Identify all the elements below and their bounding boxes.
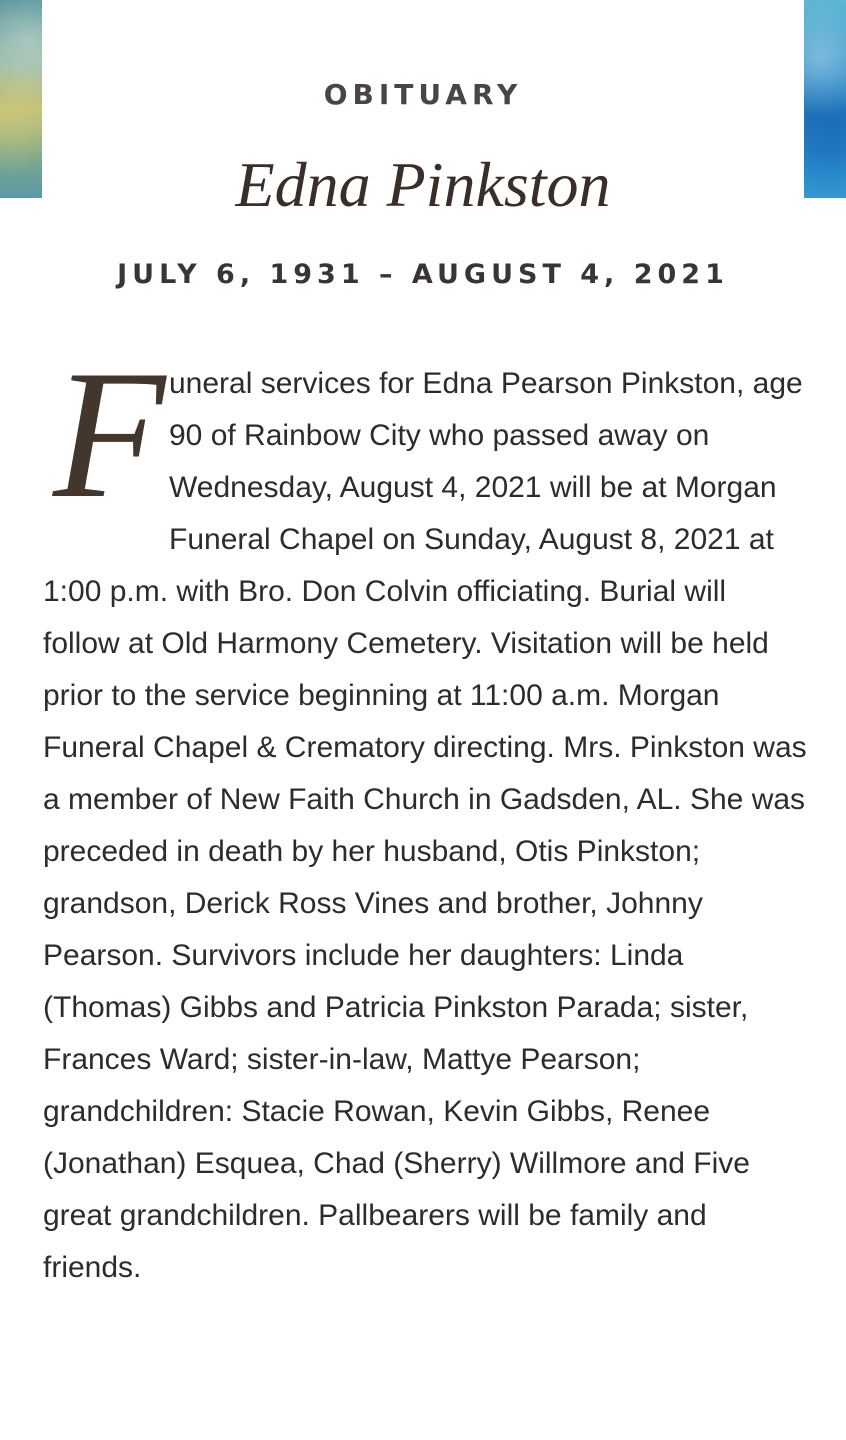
life-dates: JULY 6, 1931 – AUGUST 4, 2021 xyxy=(117,259,729,290)
obituary-article xyxy=(43,332,809,1294)
section-label: OBITUARY xyxy=(323,78,523,111)
drop-cap: F xyxy=(53,332,166,536)
deceased-name: Edna Pinkston xyxy=(235,149,611,220)
obituary-body: uneral services for Edna Pearson Pinkston, age 90 of Rainbow City who passed away on Wednesday, August 4, 2021 will be at Morgan Funeral Chapel on Sunday, August 8, 2021 at 1:00 p.m. with Bro. Don Colvin officiating. Burial will follow at Old Harmony Cemetery. Visitation will be held prior to the service beginning at 11:00 a.m. Morgan Funeral Chapel & Crematory directing. Mrs. Pinkston was a member of New Faith Church in Gadsden, AL. She was preceded in death by her husband, Otis Pinkston; grandson, Derick Ross Vines and brother, Johnny Pearson. Survivors include her daughters: Linda (Thomas) Gibbs and Patricia Pinkston Parada; sister, Frances Ward; sister-in-law, Mattye Pearson; grandchildren: Stacie Rowan, Kevin Gibbs, Renee (Jonathan) Esquea, Chad (Sherry) Willmore and Five great grandchildren. Pallbearers will be family and friends. xyxy=(43,367,807,1284)
